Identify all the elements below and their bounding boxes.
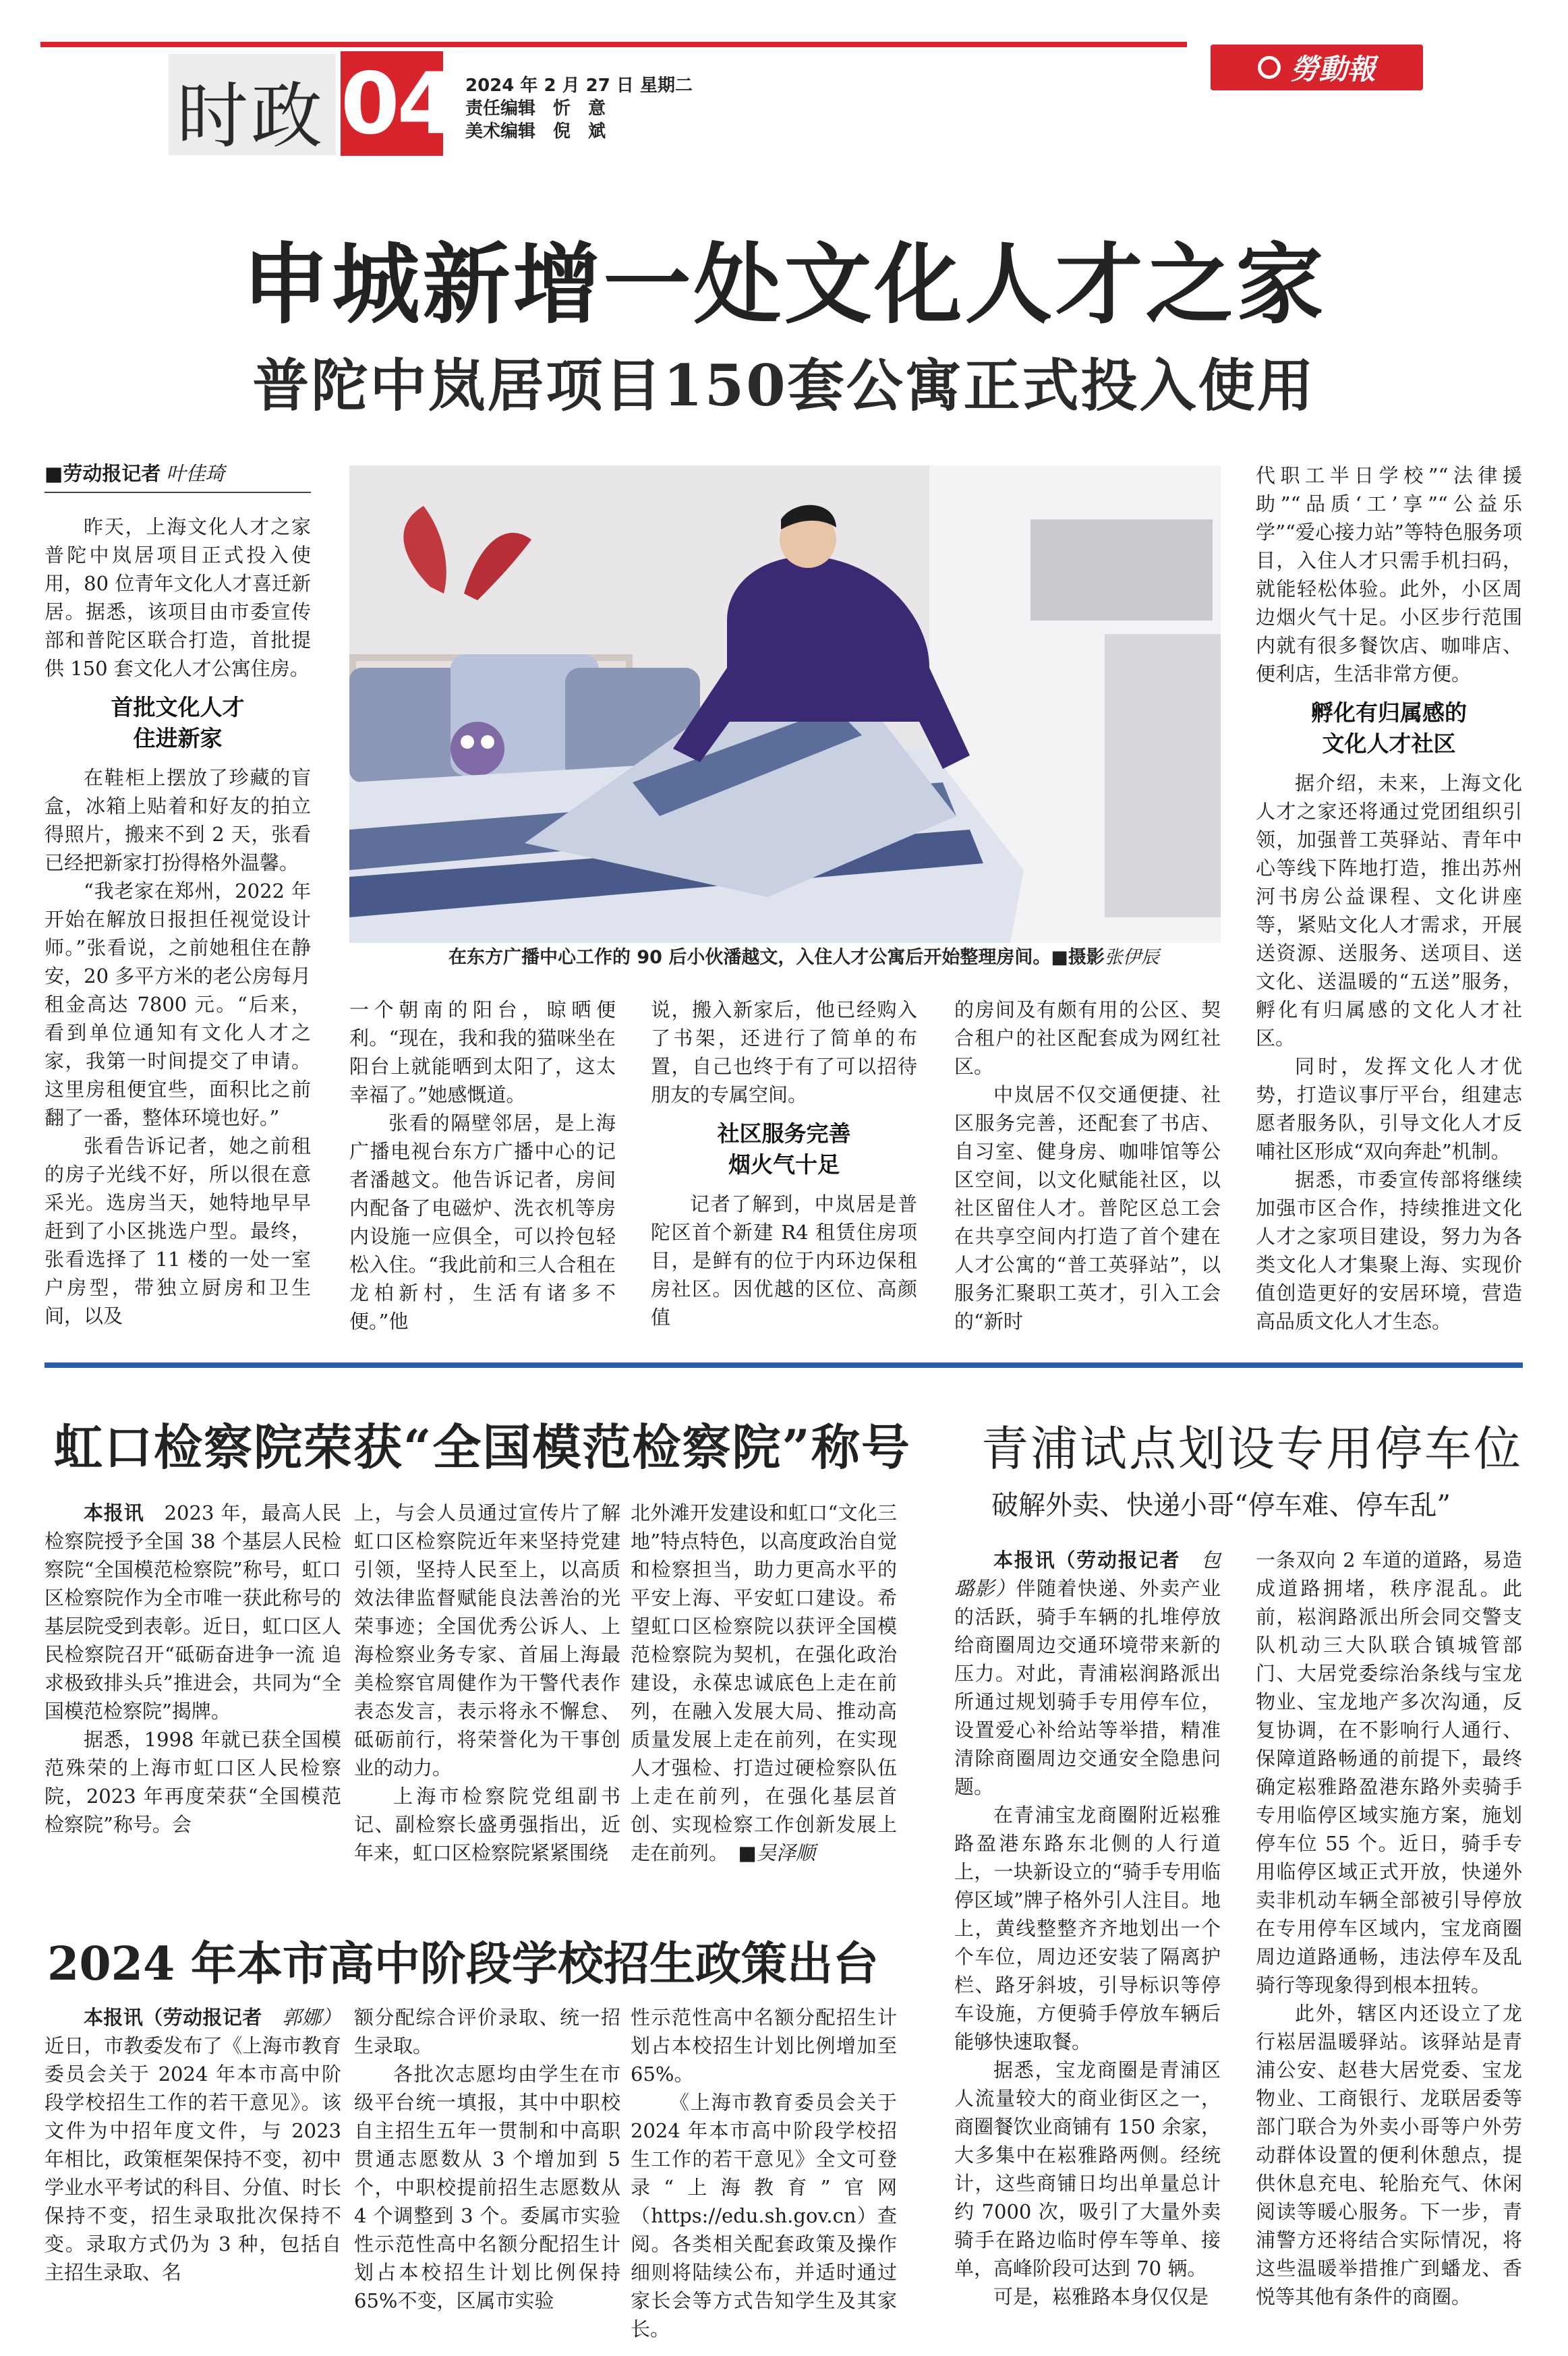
paragraph: 代职工半日学校”“法律援助”“品质‘工’享”“公益乐学”“爱心接力站”等特色服务项目，入住人才只需手机扫码，就能轻松体验。此外，小区周边烟火气十足。小区步行范围内就有很多餐饮店、咖啡店、便利店，生活非常方便。 <box>1256 464 1522 685</box>
reporter-name: 郭娜） <box>282 2006 341 2029</box>
caption-text: 在东方广播中心工作的 90 后小伙潘越文，入住人才公寓后开始整理房间。■摄影 <box>448 947 1105 968</box>
paragraph: 中岚居不仅交通便捷、社区服务完善，还配套了书店、自习室、健身房、咖啡馆等公区空间，以文化赋能社区，以社区留住人才。普陀区总工会在共享空间内打造了首个建在人才公寓的“普工英驿站”，以服务汇聚职工英才，引入工会的“新时 <box>954 1083 1221 1333</box>
lead-subhead: 普陀中岚居项目150套公寓正式投入使用 <box>252 352 1316 419</box>
paragraph: 一条双向 2 车道的道路，易造成道路拥堵，秩序混乱。此前，崧润路派出所会同交警支队机动三大队联合镇城管部门、大居党委综治条线与宝龙物业、宝龙地产多次沟通，反复协调，在不影响行人通行、保障道路畅通的前提下，最终确定崧雅路盈港东路外卖骑手专用临停区域实施方案，施划停车位 55 个。近日，骑手专用临停区域正式开放，快递外卖非机动车辆全部被引导停放在专用停车区域内，宝龙商圈周边道路通畅，违法停车及乱骑行等现象得到根本扭转。 <box>1256 1549 1522 1996</box>
hongkou-headline: 虹口检察院荣获“全国模范检察院”称号 <box>54 1418 911 1476</box>
paragraph: 本报讯（劳动报记者 郭娜）近日，市教委发布了《上海市教育委员会关于 2024 年本市高中阶段学校招生工作的若干意见》。该文件为中招年度文件，与 2023 年相比，政策框架保持不变，初中学业水平考试的科目、分值、时长保持不变，招生录取批次保持不变。录取方式仍为 3 种，包括自主招生录取、名 <box>45 2006 341 2284</box>
paragraph: 性示范性高中名额分配招生计划占本校招生计划比例增加至 65%。 <box>631 2006 897 2086</box>
byline-label: ■劳动报记者 <box>45 462 161 485</box>
editor-line: 责任编辑 忻 意 <box>465 98 606 119</box>
hongkou-column-3 <box>631 1499 897 1867</box>
subheading: 首批文化人才 住进新家 <box>111 694 245 751</box>
paragraph: 额分配综合评价录取、统一招生录取。 <box>354 2006 620 2057</box>
paragraph: 记者了解到，中岚居是普陀区首个新建 R4 租赁住房项目，是鲜有的位于内环边保租房社区。因优越的区位、高颜值 <box>651 1193 917 1329</box>
lead-column-3 <box>651 996 917 1331</box>
paragraph: 同时，发挥文化人才优势，打造议事厅平台，组建志愿者服务队，引导文化人才反哺社区形成“双向奔赴”机制。 <box>1256 1055 1522 1163</box>
lead-column-5 <box>1256 461 1522 1335</box>
education-headline: 2024 年本市高中阶段学校招生政策出台 <box>47 1937 879 1991</box>
qingpu-subhead: 破解外卖、快递小哥“停车难、停车乱” <box>991 1490 1451 1521</box>
paragraph: 《上海市教育委员会关于 2024 年本市高中阶段学校招生工作的若干意见》全文可登录“上海教育”官网（https://edu.sh.gov.cn）查阅。各类相关配套政策及操作细则将陆续公布，并适时通过家长会等方式告知学生及其家长。 <box>631 2091 897 2340</box>
paragraph: 据悉，宝龙商圈是青浦区人流量较大的商业街区之一，商圈餐饮业商铺有 150 余家，大多集中在崧雅路两侧。经统计，这些商铺日均出单量总计约 7000 次，吸引了大量外卖骑手在路边临时停车等单、接单，高峰阶段可达到 70 辆。 <box>954 2059 1221 2280</box>
paragraph: 一个朝南的阳台，晾晒便利。“现在，我和我的猫咪坐在阳台上就能晒到太阳了，这太幸福了。”她感慨道。 <box>349 998 616 1106</box>
logo-icon <box>1258 56 1281 79</box>
section-name: 时政 <box>177 75 325 158</box>
paragraph: 据悉，市委宣传部将继续加强市区合作，持续推进文化人才之家项目建设，努力为各类文化人才集聚上海、实现价值创造更好的安居环境，营造高品质文化人才生态。 <box>1256 1168 1522 1333</box>
hongkou-column-2 <box>354 1499 620 1867</box>
lead-column-4 <box>954 996 1221 1335</box>
section-divider <box>45 1362 1523 1368</box>
newspaper-name: 勞動報 <box>1290 53 1376 86</box>
paragraph: 张看的隔壁邻居，是上海广播电视台东方广播中心的记者潘越文。他告诉记者，房间内配备了电磁炉、洗衣机等房内设施一应俱全，可以拎包轻松入住。“我此前和三人合租在龙柏新村，生活有诸多不便。”他 <box>349 1112 616 1333</box>
paragraph: 各批次志愿均由学生在市级平台统一填报，其中中职校自主招生五年一贯制和中高职贯通志愿数从 3 个增加到 5 个，中职校提前招生志愿数从 4 个调整到 3 个。委属市实验性示范性高中名额分配招生计划占本校招生计划比例保持 65%不变，区属市实验 <box>354 2063 620 2312</box>
paragraph: 据介绍，未来，上海文化人才之家还将通过党团组织引领，加强普工英驿站、青年中心等线下阵地打造，推出苏州河书房公益课程、文化讲座等，紧贴文化人才需求，开展送资源、送服务、送项目、送文化、送温暖的“五送”服务，孵化有归属感的文化人才社区。 <box>1256 772 1522 1050</box>
lead-label: 本报讯（劳动报记者 <box>84 2006 262 2029</box>
paragraph: 张看告诉记者，她之前租的房子光线不好，所以很在意采光。选房当天，她特地早早赶到了小区挑选户型。最终，张看选择了 11 楼的一处一室户房型，带独立厨房和卫生间，以及 <box>45 1134 311 1327</box>
paragraph: 的房间及有颇有用的公区、契合租户的社区配套成为网红社区。 <box>954 998 1221 1078</box>
issue-date: 2024 年 2 月 27 日 星期二 <box>465 76 693 96</box>
caption-credit: 张伊辰 <box>1104 947 1159 968</box>
lead-label: 本报讯 <box>84 1501 144 1524</box>
paragraph: 说，搬入新家后，他已经购入了书架，还进行了简单的布置，自己也终于有了可以招待朋友的专属空间。 <box>651 998 917 1106</box>
lead-headline: 申城新增一处文化人才之家 <box>241 233 1327 336</box>
qingpu-headline: 青浦试点划设专用停车位 <box>981 1421 1523 1476</box>
byline-name: 叶佳琦 <box>166 462 225 485</box>
paragraph: “我老家在郑州，2022 年开始在解放日报担任视觉设计师。”张看说，之前她租住在静安，20 多平方米的老公房每月租金高达 7800 元。“后来，看到单位通知有文化人才之家，我第一时间提交了申请。这里房租便宜些，面积比之前翻了一番，整体环境也好。” <box>45 880 311 1129</box>
newspaper-logo[interactable] <box>1211 45 1423 90</box>
masthead-rule <box>40 42 1187 47</box>
paragraph: 本报讯（劳动报记者 包璐影）伴随着快递、外卖产业的活跃，骑手车辆的扎堆停放给商圈周边交通环境带来新的压力。对此，青浦崧润路派出所通过规划骑手专用停车位，设置爱心补给站等举措，精准清除商圈周边交通安全隐患问题。 <box>954 1549 1221 1798</box>
bedroom-photo-illustration <box>349 465 1221 943</box>
hongkou-column-1 <box>45 1499 341 1839</box>
paragraph: 昨天，上海文化人才之家普陀中岚居项目正式投入使用，80 位青年文化人才喜迁新居。据悉，该项目由市委宣传部和普陀区联合打造，首批提供 150 套文化人才公寓住房。 <box>45 515 311 680</box>
subheading: 社区服务完善 烟火气十足 <box>717 1120 851 1178</box>
paragraph: 上海市检察院党组副书记、副检察长盛勇强指出，近年来，虹口区检察院紧紧围绕 <box>354 1785 620 1864</box>
education-column-3 <box>631 2003 897 2343</box>
paragraph: 据悉，1998 年就已获全国模范殊荣的上海市虹口区人民检察院，2023 年再度荣获“全国模范检察院”称号。会 <box>45 1728 341 1836</box>
lead-column-1 <box>45 513 311 1330</box>
education-column-2 <box>354 2003 620 2315</box>
paragraph: 在鞋柜上摆放了珍藏的盲盒，冰箱上贴着和好友的拍立得照片，搬来不到 2 天，张看已经把新家打扮得格外温馨。 <box>45 766 311 874</box>
qingpu-column-1 <box>954 1546 1221 2311</box>
signature: ■吴泽顺 <box>738 1841 815 1864</box>
lead-column-2 <box>349 996 616 1335</box>
reporter-name: 包璐影） <box>954 1549 1221 1600</box>
paragraph: 本报讯 2023 年，最高人民检察院授予全国 38 个基层人民检察院“全国模范检察院”称号，虹口区检察院作为全市唯一获此称号的基层院受到表彰。近日，虹口区人民检察院召开“砥砺奋进争一流 追求极致排头兵”推进会，共同为“全国模范检察院”揭牌。 <box>45 1501 341 1723</box>
paragraph: 北外滩开发建设和虹口“文化三地”特点特色，以高度政治自觉和检察担当，助力更高水平的平安上海、平安虹口建设。希望虹口区检察院以获评全国模范检察院为契机，在强化政治建设，永葆忠诚底色上走在前列，在融入发展大局、推动高质量发展上走在前列，在实现人才强检、打造过硬检察队伍上走在前列，在强化基层首创、实现检察工作创新发展上走在前列。 ■吴泽顺 <box>631 1501 897 1864</box>
art-editor-line: 美术编辑 倪 斌 <box>465 121 606 142</box>
lead-photo[interactable] <box>349 465 1221 943</box>
subheading: 孵化有归属感的 文化人才社区 <box>1311 699 1467 757</box>
paragraph: 上，与会人员通过宣传片了解虹口区检察院近年来坚持党建引领，坚持人民至上，以高质效法律监督赋能良法善治的光荣事迹；全国优秀公诉人、上海检察业务专家、首届上海最美检察官周健作为干警代表作表态发言，表示将永不懈怠、砥砺前行，将荣誉化为干事创业的动力。 <box>354 1501 620 1779</box>
lead-byline <box>45 459 311 493</box>
page-number: 04 <box>341 51 443 156</box>
lead-label: 本报讯（劳动报记者 <box>993 1549 1181 1572</box>
issue-meta <box>465 74 693 143</box>
paragraph: 在青浦宝龙商圈附近崧雅路盈港东路东北侧的人行道上，一块新设立的“骑手专用临停区域”牌子格外引人注目。地上，黄线整整齐齐地划出一个个车位，周边还安装了隔离护栏、路牙斜坡，引导标识等停车设施，方便骑手停放车辆后能够快速取餐。 <box>954 1804 1221 2053</box>
paragraph: 此外，辖区内还设立了龙行崧居温暖驿站。该驿站是青浦公安、赵巷大居党委、宝龙物业、工商银行、龙联居委等部门联合为外卖小哥等户外劳动群体设置的便利休憩点，提供休息充电、轮胎充气、休闲阅读等暖心服务。下一步，青浦警方还将结合实际情况，将这些温暖举措推广到蟠龙、香悦等其他有条件的商圈。 <box>1256 2002 1522 2308</box>
qingpu-column-2 <box>1256 1546 1522 2311</box>
photo-caption <box>448 944 1258 971</box>
education-column-1 <box>45 2003 341 2287</box>
paragraph: 可是，崧雅路本身仅仅是 <box>993 2285 1209 2308</box>
